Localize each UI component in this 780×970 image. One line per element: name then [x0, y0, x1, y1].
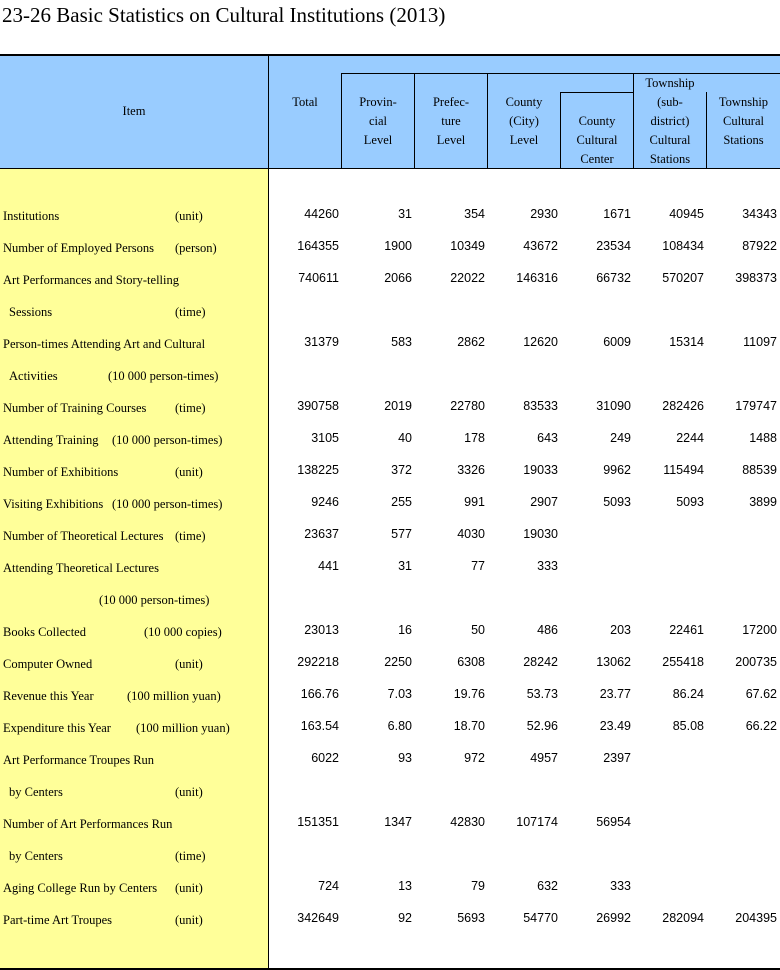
- table-row: [0, 265, 780, 297]
- table-row: [0, 297, 780, 329]
- table-row: [0, 681, 780, 713]
- row-label: Revenue this Year: [3, 689, 94, 703]
- row-label: Sessions: [9, 305, 53, 319]
- row-value: 77: [471, 559, 485, 573]
- row-value: 40: [398, 431, 412, 445]
- row-value: 1900: [384, 239, 412, 253]
- row-value: 9962: [603, 463, 631, 477]
- row-value: 87922: [742, 239, 777, 253]
- table-row: [0, 745, 780, 777]
- row-unit: (10 000 person-times): [112, 433, 223, 447]
- row-unit: (100 million yuan): [136, 721, 230, 735]
- row-unit: (10 000 person-times): [108, 369, 219, 383]
- row-unit: (time): [175, 849, 206, 863]
- row-value: 5093: [603, 495, 631, 509]
- row-value: 2930: [530, 207, 558, 221]
- row-value: 1347: [384, 815, 412, 829]
- row-label: Art Performances and Story-telling: [3, 273, 179, 287]
- row-value: 22780: [450, 399, 485, 413]
- table-row: [0, 425, 780, 457]
- row-value: 740611: [298, 271, 339, 285]
- row-value: 52.96: [526, 719, 558, 733]
- row-value: 79: [471, 879, 485, 893]
- row-value: 26992: [596, 911, 631, 925]
- row-value: 6009: [603, 335, 631, 349]
- subgroup-rule: [341, 73, 780, 74]
- row-value: 2397: [603, 751, 631, 765]
- row-value: 255: [391, 495, 412, 509]
- row-label: Part-time Art Troupes: [3, 913, 113, 927]
- row-value: 88539: [742, 463, 777, 477]
- row-unit: (time): [175, 305, 206, 319]
- row-value: 11097: [743, 335, 777, 349]
- row-value: 42830: [450, 815, 485, 829]
- row-value: 282094: [662, 911, 704, 925]
- row-value: 2907: [530, 495, 558, 509]
- row-value: 2250: [384, 655, 412, 669]
- row-value: 178: [464, 431, 485, 445]
- row-value: 5693: [457, 911, 485, 925]
- row-label: Books Collected: [3, 625, 86, 639]
- center-subrule: [560, 92, 633, 93]
- row-value: 92: [398, 911, 412, 925]
- row-value: 9246: [311, 495, 339, 509]
- row-value: 115494: [663, 463, 704, 477]
- row-value: 164355: [297, 239, 339, 253]
- row-unit: (unit): [175, 657, 203, 671]
- row-label: by Centers: [9, 849, 63, 863]
- row-value: 179747: [735, 399, 777, 413]
- row-value: 203: [610, 623, 631, 637]
- row-value: 107174: [516, 815, 558, 829]
- header-township: Township (sub- district) Cultural Stations: [645, 76, 695, 166]
- row-value: 342649: [297, 911, 339, 925]
- row-value: 50: [471, 623, 485, 637]
- row-label: Visiting Exhibitions: [3, 497, 104, 511]
- row-value: 632: [537, 879, 558, 893]
- row-value: 34343: [742, 207, 777, 221]
- row-value: 40945: [669, 207, 704, 221]
- statistics-table: [0, 54, 780, 970]
- table-row: [0, 649, 780, 681]
- row-value: 441: [318, 559, 339, 573]
- row-value: 163.54: [300, 719, 339, 733]
- row-value: 18.70: [453, 719, 485, 733]
- row-value: 23.49: [599, 719, 631, 733]
- row-label: Number of Training Courses: [3, 401, 147, 415]
- table-row: [0, 585, 780, 617]
- row-label: Number of Art Performances Run: [3, 817, 173, 831]
- row-value: 4957: [530, 751, 558, 765]
- row-value: 6.80: [387, 719, 412, 733]
- row-value: 66.22: [745, 719, 777, 733]
- row-value: 333: [537, 559, 558, 573]
- row-label: Number of Exhibitions: [3, 465, 119, 479]
- row-value: 108434: [662, 239, 704, 253]
- row-value: 15314: [669, 335, 704, 349]
- table-row: [0, 521, 780, 553]
- row-value: 6308: [457, 655, 485, 669]
- row-value: 85.08: [672, 719, 704, 733]
- table-row: [0, 233, 780, 265]
- header-item: Item: [122, 104, 146, 118]
- row-value: 249: [610, 431, 631, 445]
- row-value: 44260: [304, 207, 339, 221]
- row-value: 19.76: [453, 687, 485, 701]
- row-value: 31379: [304, 335, 339, 349]
- row-value: 83533: [523, 399, 558, 413]
- row-value: 31: [398, 559, 412, 573]
- row-unit: (time): [175, 529, 206, 543]
- row-unit: (unit): [175, 785, 203, 799]
- row-value: 23637: [304, 527, 339, 541]
- header-township-stations: Township Cultural Stations: [718, 95, 769, 147]
- row-value: 3899: [749, 495, 777, 509]
- row-value: 3105: [311, 431, 339, 445]
- row-value: 583: [391, 335, 412, 349]
- row-value: 643: [537, 431, 558, 445]
- row-label: by Centers: [9, 785, 63, 799]
- row-unit: (unit): [175, 209, 203, 223]
- row-value: 972: [464, 751, 485, 765]
- row-value: 146316: [516, 271, 558, 285]
- table-row: [0, 393, 780, 425]
- row-value: 200735: [735, 655, 777, 669]
- table-row: [0, 777, 780, 809]
- row-label: Number of Theoretical Lectures: [3, 529, 164, 543]
- row-value: 151351: [297, 815, 339, 829]
- row-value: 12620: [523, 335, 558, 349]
- row-value: 93: [398, 751, 412, 765]
- row-label: Institutions: [3, 209, 60, 223]
- row-value: 724: [318, 879, 339, 893]
- table-row: [0, 713, 780, 745]
- table-row: [0, 201, 780, 233]
- row-value: 354: [464, 207, 485, 221]
- row-label: Number of Employed Persons: [3, 241, 155, 255]
- row-label: Activities: [9, 369, 58, 383]
- table-title: 23-26 Basic Statistics on Cultural Institutions (2013): [2, 3, 446, 27]
- row-unit: (100 million yuan): [127, 689, 221, 703]
- row-value: 138225: [297, 463, 339, 477]
- row-unit: (unit): [175, 465, 203, 479]
- header-prefecture: Prefec- ture Level: [432, 95, 470, 147]
- row-value: 56954: [596, 815, 631, 829]
- header-total: Total: [292, 95, 318, 109]
- row-value: 204395: [735, 911, 777, 925]
- row-value: 372: [391, 463, 412, 477]
- row-value: 398373: [735, 271, 777, 285]
- table-row: [0, 553, 780, 585]
- row-unit: (unit): [175, 881, 203, 895]
- row-value: 3326: [457, 463, 485, 477]
- row-value: 390758: [297, 399, 339, 413]
- table-row: [0, 329, 780, 361]
- row-unit: (unit): [175, 913, 203, 927]
- row-value: 292218: [297, 655, 339, 669]
- row-label: Computer Owned: [3, 657, 93, 671]
- row-value: 16: [398, 623, 412, 637]
- row-value: 5093: [676, 495, 704, 509]
- row-value: 486: [537, 623, 558, 637]
- row-label: Person-times Attending Art and Cultural: [3, 337, 206, 351]
- row-unit: (person): [175, 241, 217, 255]
- row-value: 2019: [384, 399, 412, 413]
- row-value: 53.73: [526, 687, 558, 701]
- table-row: [0, 489, 780, 521]
- row-value: 2862: [457, 335, 485, 349]
- row-unit: (10 000 person-times): [112, 497, 223, 511]
- row-value: 23.77: [599, 687, 631, 701]
- row-value: 333: [610, 879, 631, 893]
- row-value: 4030: [457, 527, 485, 541]
- table-row: [0, 905, 780, 937]
- row-value: 17200: [742, 623, 777, 637]
- row-value: 2244: [676, 431, 704, 445]
- row-value: 66732: [596, 271, 631, 285]
- row-value: 13: [398, 879, 412, 893]
- row-value: 166.76: [300, 687, 339, 701]
- row-value: 22461: [669, 623, 704, 637]
- row-value: 23013: [304, 623, 339, 637]
- row-unit: (10 000 copies): [144, 625, 222, 639]
- row-value: 43672: [523, 239, 558, 253]
- table-row: [0, 361, 780, 393]
- table-top-rule: [0, 54, 780, 56]
- row-value: 86.24: [672, 687, 704, 701]
- row-value: 23534: [596, 239, 631, 253]
- row-value: 1488: [749, 431, 777, 445]
- row-value: 31: [398, 207, 412, 221]
- row-value: 1671: [603, 207, 631, 221]
- row-value: 2066: [384, 271, 412, 285]
- row-unit: (10 000 person-times): [99, 593, 210, 607]
- row-value: 22022: [450, 271, 485, 285]
- table-row: [0, 809, 780, 841]
- header-provincial: Provin- cial Level: [359, 95, 397, 147]
- row-label: Expenditure this Year: [3, 721, 111, 735]
- row-value: 282426: [662, 399, 704, 413]
- row-label: Attending Theoretical Lectures: [3, 561, 159, 575]
- row-label: Aging College Run by Centers: [3, 881, 158, 895]
- row-unit: (time): [175, 401, 206, 415]
- table-row: [0, 457, 780, 489]
- table-row: [0, 873, 780, 905]
- row-value: 10349: [450, 239, 485, 253]
- row-value: 19030: [523, 527, 558, 541]
- row-value: 19033: [523, 463, 558, 477]
- row-value: 255418: [662, 655, 704, 669]
- row-value: 991: [464, 495, 485, 509]
- row-value: 13062: [596, 655, 631, 669]
- header-county: County (City) Level: [505, 95, 543, 147]
- table-row: [0, 841, 780, 873]
- header-county-center: County Cultural Center: [576, 114, 618, 166]
- table-row: [0, 617, 780, 649]
- row-value: 570207: [662, 271, 704, 285]
- row-value: 6022: [311, 751, 339, 765]
- row-value: 28242: [523, 655, 558, 669]
- row-label: Art Performance Troupes Run: [3, 753, 155, 767]
- row-value: 67.62: [745, 687, 777, 701]
- row-value: 31090: [596, 399, 631, 413]
- row-value: 577: [391, 527, 412, 541]
- row-value: 54770: [523, 911, 558, 925]
- row-value: 7.03: [387, 687, 412, 701]
- row-label: Attending Training: [3, 433, 99, 447]
